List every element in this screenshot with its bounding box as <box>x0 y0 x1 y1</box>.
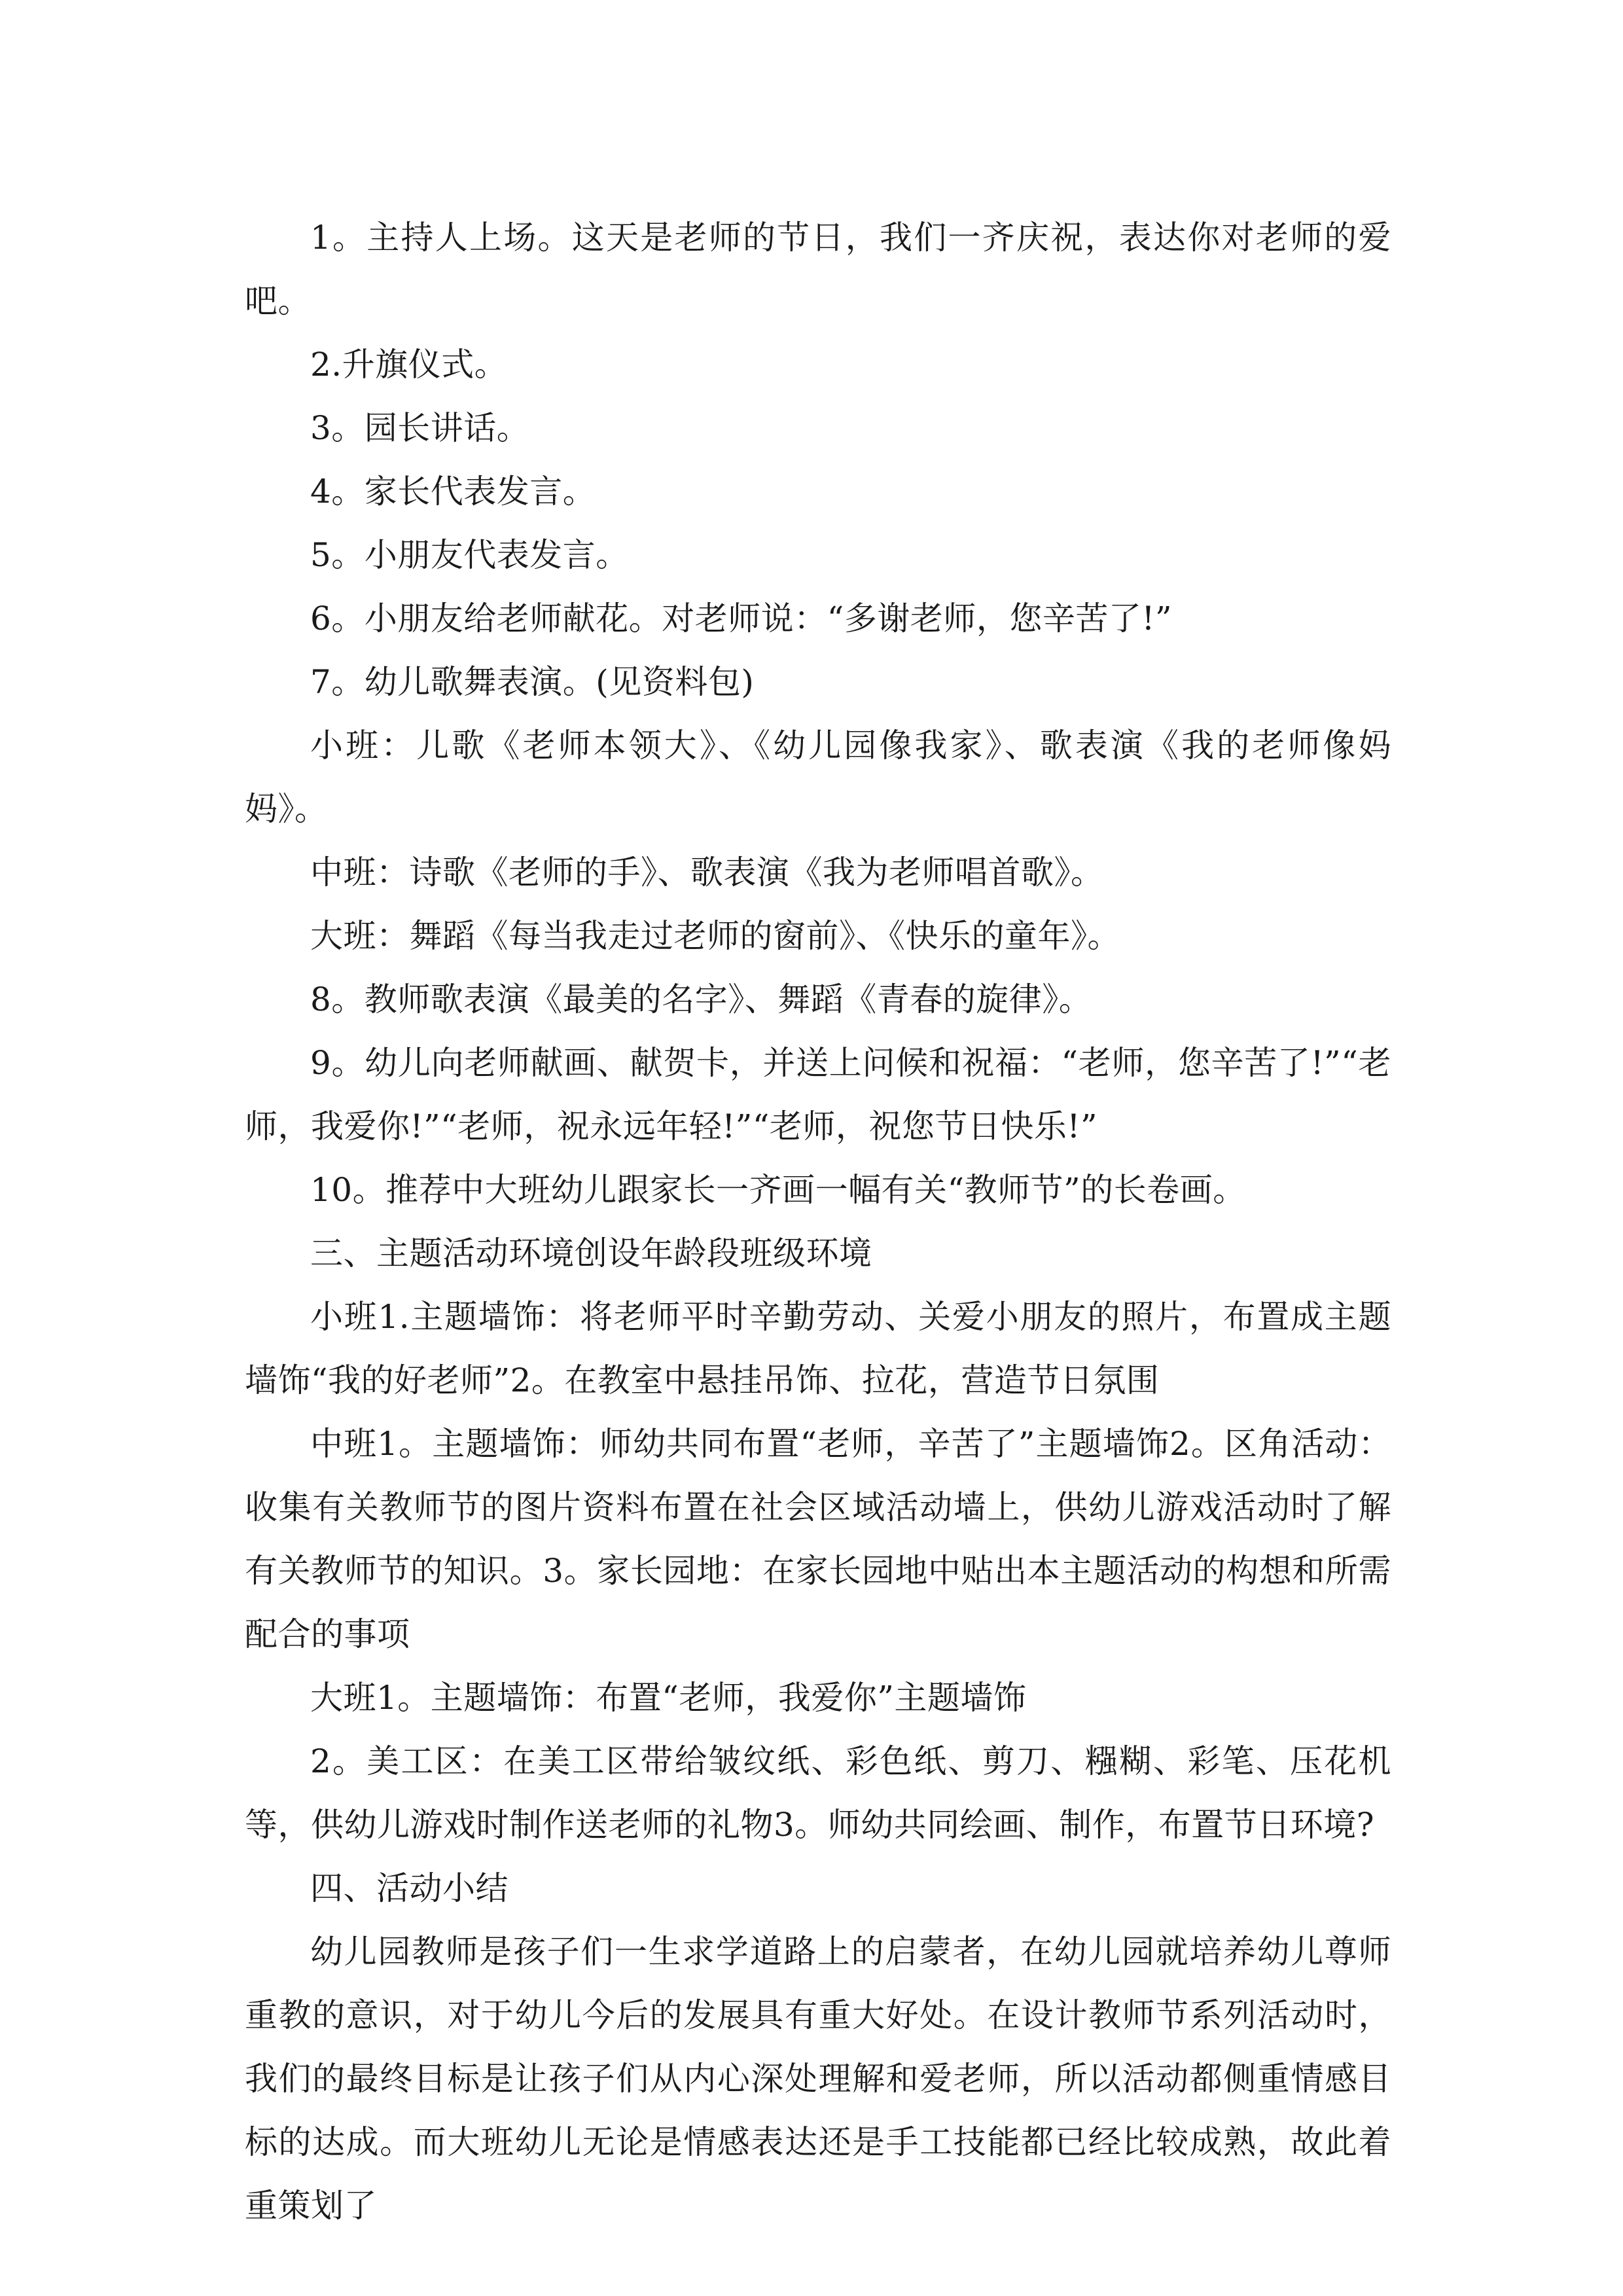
section-heading-summary: 四、活动小结 <box>310 1869 508 1907</box>
paragraph-10: 10。推荐中大班幼儿跟家长一齐画一幅有关“教师节”的长卷画。 <box>310 1171 1246 1209</box>
paragraph-middle-class-program: 中班：诗歌《老师的手》、歌表演《我为老师唱首歌》。 <box>310 853 1104 891</box>
paragraph-3: 3。园长讲话。 <box>310 409 530 447</box>
paragraph-large-class-program: 大班：舞蹈《每当我走过老师的窗前》、《快乐的童年》。 <box>310 917 1120 955</box>
paragraph-summary: 幼儿园教师是孩子们一生求学道路上的启蒙者，在幼儿园就培养幼儿尊师重教的意识，对于幼儿今后的发展具有重大好处。在设计教师节系列活动时，我们的最终目标是让孩子们从内心深处理解和爱老师，所以活动都侧重情感目标的达成。而大班幼儿无论是情感表达还是手工技能都已经比较成熟，故此着重策划了 <box>245 1933 1391 2225</box>
paragraph-6: 6。小朋友给老师献花。对老师说：“多谢老师，您辛苦了!” <box>310 600 1173 637</box>
section-heading-environment: 三、主题活动环境创设年龄段班级环境 <box>310 1234 872 1272</box>
paragraph-small-class-environment: 小班1.主题墙饰：将老师平时辛勤劳动、关爱小朋友的照片，布置成主题墙饰“我的好老师”2。在教室中悬挂吊饰、拉花，营造节日氛围 <box>245 1298 1391 1399</box>
paragraph-2: 2.升旗仪式。 <box>310 346 508 384</box>
paragraph-5: 5。小朋友代表发言。 <box>310 536 629 574</box>
paragraph-8: 8。教师歌表演《最美的名字》、舞蹈《青春的旋律》。 <box>310 980 1092 1018</box>
paragraph-9: 9。幼儿向老师献画、献贺卡，并送上问候和祝福：“老师，您辛苦了!”“老师，我爱你!”“老师，祝永远年轻!”“老师，祝您节日快乐!” <box>245 1044 1391 1145</box>
paragraph-large-class-environment: 大班1。主题墙饰：布置“老师，我爱你”主题墙饰 <box>310 1679 1027 1717</box>
paragraph-1: 1。主持人上场。这天是老师的节日，我们一齐庆祝，表达你对老师的爱吧。 <box>245 219 1391 320</box>
paragraph-art-area: 2。美工区：在美工区带给皱纹纸、彩色纸、剪刀、糨糊、彩笔、压花机等，供幼儿游戏时制作送老师的礼物3。师幼共同绘画、制作，布置节日环境? <box>245 1742 1391 1844</box>
paragraph-4: 4。家长代表发言。 <box>310 473 596 511</box>
paragraph-small-class-program: 小班：儿歌《老师本领大》、《幼儿园像我家》、歌表演《我的老师像妈妈》。 <box>245 726 1391 828</box>
paragraph-7: 7。幼儿歌舞表演。(见资料包) <box>310 663 755 701</box>
paragraph-middle-class-environment: 中班1。主题墙饰：师幼共同布置“老师，辛苦了”主题墙饰2。区角活动：收集有关教师节的图片资料布置在社会区域活动墙上，供幼儿游戏活动时了解有关教师节的知识。3。家长园地：在家长园地中贴出本主题活动的构想和所需配合的事项 <box>245 1425 1391 1653</box>
document-body <box>245 206 1391 2238</box>
